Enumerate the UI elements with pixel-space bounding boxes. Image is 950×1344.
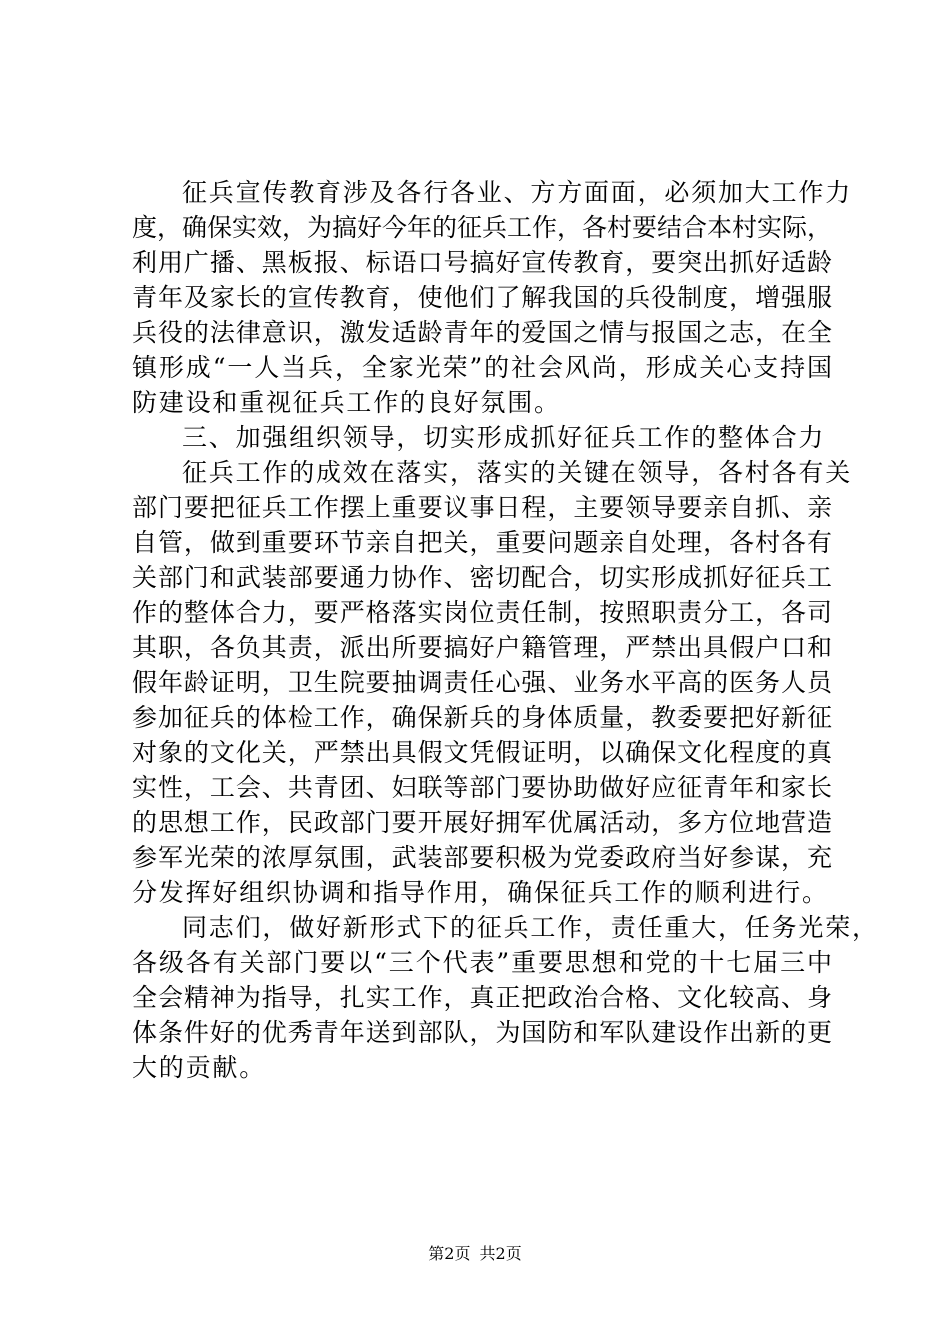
page-footer [0,1243,950,1265]
paragraph-line: 对象的文化关，严禁出具假文凭假证明，以确保文化程度的真 [132,738,832,767]
paragraph-line: 作的整体合力，要严格落实岗位责任制，按照职责分工，各司 [132,598,832,627]
paragraph-line: 实性，工会、共青团、妇联等部门要协助做好应征青年和家长 [132,773,832,802]
paragraph-line: 防建设和重视征兵工作的良好氛围。 [132,388,561,417]
paragraph-line: 其职，各负其责，派出所要搞好户籍管理，严禁出具假户口和 [132,633,832,662]
paragraph-line: 兵役的法律意识，激发适龄青年的爱国之情与报国之志，在全 [132,318,832,347]
paragraph-line: 自管，做到重要环节亲自把关，重要问题亲自处理，各村各有 [132,528,832,557]
paragraph-line: 青年及家长的宣传教育，使他们了解我国的兵役制度，增强服 [132,283,832,312]
paragraph-line: 体条件好的优秀青年送到部队，为国防和军队建设作出新的更 [132,1018,832,1047]
paragraph-line: 同志们，做好新形式下的征兵工作，责任重大，任务光荣， [182,913,879,942]
paragraph-line: 各级各有关部门要以“三个代表”重要思想和党的十七届三中 [132,948,832,977]
paragraph-line: 部门要把征兵工作摆上重要议事日程，主要领导要亲自抓、亲 [132,493,832,522]
paragraph-line: 征兵宣传教育涉及各行各业、方方面面，必须加大工作力 [182,178,853,207]
paragraph-line: 参军光荣的浓厚氛围，武装部要积极为党委政府当好参谋，充 [132,843,832,872]
paragraph-line: 征兵工作的成效在落实，落实的关键在领导，各村各有关 [182,458,853,487]
paragraph-line: 镇形成“一人当兵，全家光荣”的社会风尚，形成关心支持国 [132,353,832,382]
page-number: 第2页 [428,1244,471,1263]
paragraph-line: 假年龄证明，卫生院要抽调责任心强、业务水平高的医务人员 [132,668,832,697]
paragraph-line: 关部门和武装部要通力协作、密切配合，切实形成抓好征兵工 [132,563,832,592]
document-body [132,175,879,1085]
paragraph-line: 全会精神为指导，扎实工作，真正把政治合格、文化较高、身 [132,983,832,1012]
page-total: 共2页 [479,1244,522,1263]
paragraph-line: 参加征兵的体检工作，确保新兵的身体质量，教委要把好新征 [132,703,832,732]
paragraph-line: 大的贡献。 [132,1053,267,1082]
paragraph-line: 度，确保实效，为搞好今年的征兵工作，各村要结合本村实际， [132,213,833,242]
paragraph-line: 分发挥好组织协调和指导作用，确保征兵工作的顺利进行。 [132,878,829,907]
paragraph-line: 利用广播、黑板报、标语口号搞好宣传教育，要突出抓好适龄 [132,248,832,277]
section-heading: 三、加强组织领导，切实形成抓好征兵工作的整体合力 [182,423,826,452]
paragraph-line: 的思想工作，民政部门要开展好拥军优属活动，多方位地营造 [132,808,832,837]
